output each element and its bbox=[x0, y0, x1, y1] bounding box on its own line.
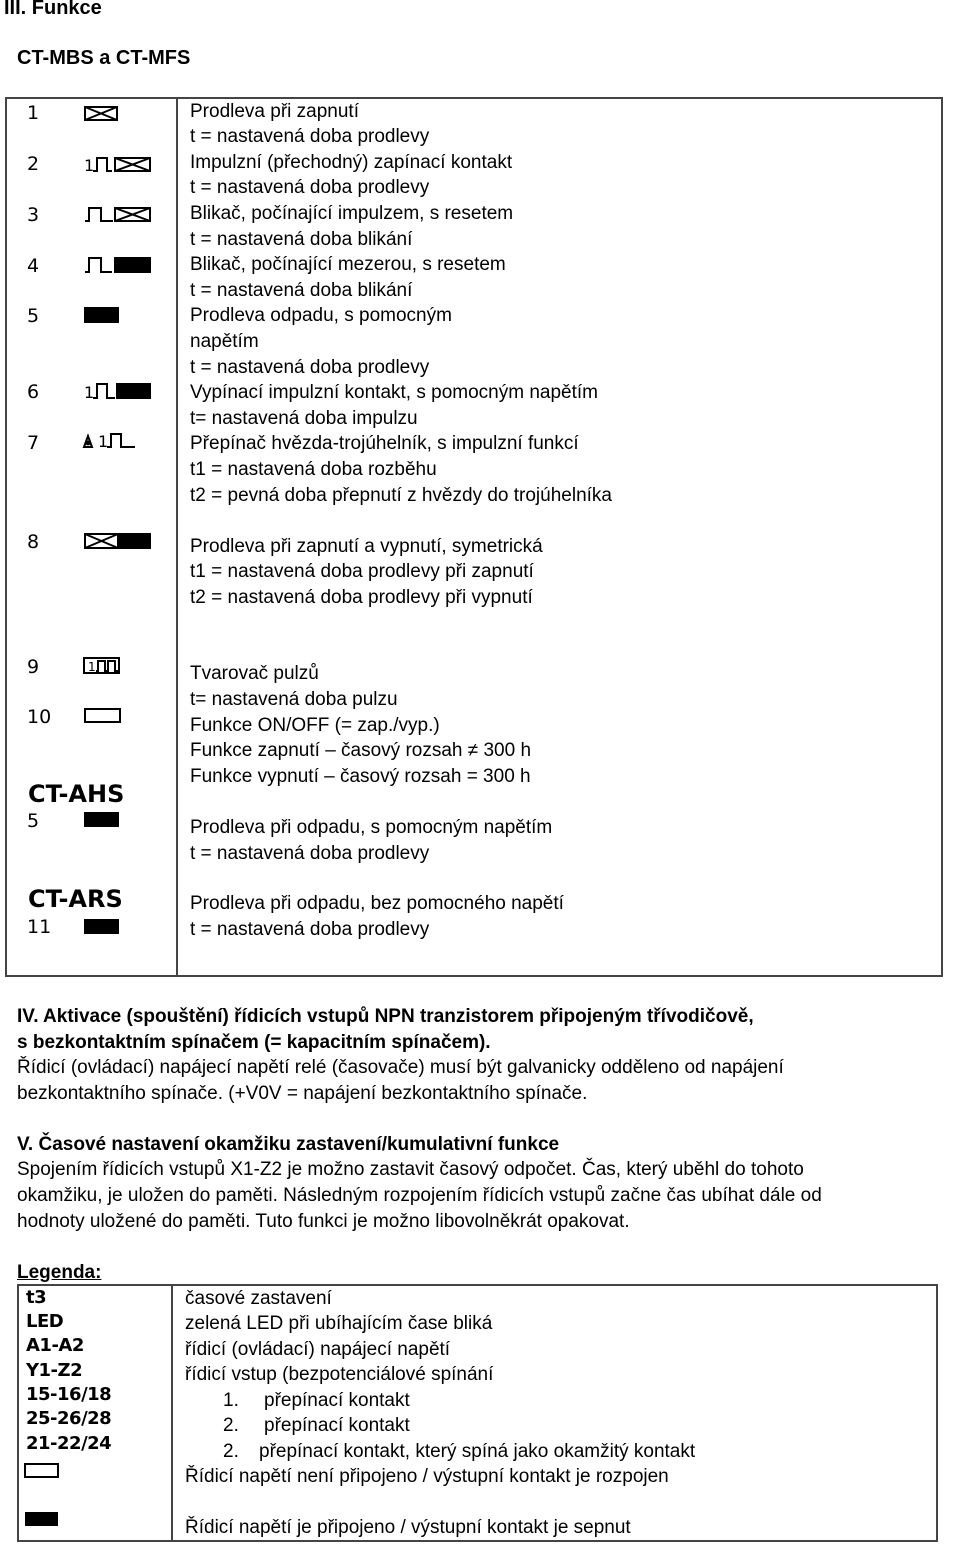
function-desc: t2 = pevná doba přepnutí z hvězdy do trojúhelníka bbox=[190, 485, 612, 506]
legend-title: Legenda: bbox=[17, 1262, 102, 1283]
empty-box-icon bbox=[25, 1464, 58, 1477]
legend-item: řídicí (ovládací) napájecí napětí bbox=[185, 1339, 451, 1360]
function-desc: Prodleva při odpadu, bez pomocného napětí bbox=[190, 893, 564, 914]
legend-symbols bbox=[24, 1460, 64, 1530]
function-desc: napětím bbox=[190, 331, 259, 352]
section4-heading: IV. Aktivace (spouštění) řídicích vstupů NPN tranzistorem připojeným třívodičově, bbox=[17, 1006, 754, 1027]
legend-item: zelená LED při ubíhajícím čase bliká bbox=[185, 1313, 493, 1334]
svg-text:1: 1 bbox=[84, 156, 95, 175]
legend-item: časové zastavení bbox=[185, 1288, 332, 1309]
function-desc: Přepínač hvězda-trojúhelník, s impulzní funkcí bbox=[190, 433, 579, 454]
section-title: III. Funkce bbox=[4, 0, 102, 19]
legend-item-number: 2. bbox=[223, 1415, 239, 1436]
function-desc: t = nastavená doba prodlevy bbox=[190, 357, 430, 378]
symmetric-delay-icon bbox=[85, 534, 150, 548]
function-desc: t = nastavená doba blikání bbox=[190, 280, 413, 301]
function-code: 2 bbox=[27, 153, 40, 175]
functions-table-divider bbox=[176, 97, 178, 977]
pulse-shaper-icon bbox=[84, 658, 119, 674]
function-desc: Tvarovač pulzů bbox=[190, 663, 319, 684]
section4-body: Řídicí (ovládací) napájecí napětí relé (časovače) musí být galvanicky odděleno od napájení bbox=[17, 1057, 784, 1078]
filled-block-icon bbox=[85, 920, 118, 933]
legend-item: přepínací kontakt, který spíná jako okamžitý kontakt bbox=[259, 1441, 696, 1462]
legend-code: A1-A2 bbox=[26, 1335, 84, 1356]
legend-code: t3 bbox=[26, 1287, 47, 1308]
function-desc: t= nastavená doba pulzu bbox=[190, 689, 398, 710]
function-desc: t = nastavená doba blikání bbox=[190, 229, 413, 250]
function-desc: t= nastavená doba impulzu bbox=[190, 408, 418, 429]
flasher-pulse-icon bbox=[85, 208, 150, 221]
function-desc: Prodleva při odpadu, s pomocným napětím bbox=[190, 817, 553, 838]
legend-item: přepínací kontakt bbox=[264, 1390, 410, 1411]
function-code: 3 bbox=[27, 204, 40, 226]
legend-code: 15-16/18 bbox=[26, 1384, 112, 1405]
function-code: 7 bbox=[27, 432, 40, 454]
function-code: 5 bbox=[27, 305, 40, 327]
flasher-gap-icon bbox=[85, 258, 150, 272]
function-desc: t = nastavená doba prodlevy bbox=[190, 843, 430, 864]
function-symbols bbox=[60, 100, 160, 950]
legend-code: 21-22/24 bbox=[26, 1433, 112, 1454]
function-desc: t = nastavená doba prodlevy bbox=[190, 919, 430, 940]
legend-item: Řídicí napětí není připojeno / výstupní kontakt je rozpojen bbox=[185, 1466, 669, 1487]
function-code: 9 bbox=[27, 656, 40, 678]
group-label-ct-ahs: CT-AHS bbox=[28, 780, 125, 808]
function-desc: Blikač, počínající mezerou, s resetem bbox=[190, 254, 506, 275]
filled-block-icon bbox=[85, 308, 118, 322]
section-subtitle: CT-MBS a CT-MFS bbox=[17, 47, 191, 69]
function-code: 5 bbox=[27, 810, 40, 832]
legend-item-number: 2. bbox=[223, 1441, 239, 1462]
group-label-ct-ars: CT-ARS bbox=[28, 885, 123, 913]
pulse-delay-icon bbox=[84, 156, 150, 175]
function-desc: Impulzní (přechodný) zapínací kontakt bbox=[190, 152, 513, 173]
filled-block-icon bbox=[25, 1512, 58, 1526]
legend-item: Řídicí napětí je připojeno / výstupní kontakt je sepnut bbox=[185, 1517, 631, 1538]
function-desc: t1 = nastavená doba rozběhu bbox=[190, 459, 437, 480]
function-desc: Prodleva odpadu, s pomocným bbox=[190, 305, 452, 326]
function-desc: Prodleva při zapnutí a vypnutí, symetrická bbox=[190, 536, 543, 557]
function-code: 10 bbox=[27, 706, 52, 728]
legend-code: Y1-Z2 bbox=[26, 1360, 83, 1381]
section5-body: hodnoty uložené do paměti. Tuto funkci je možno libovolněkrát opakovat. bbox=[17, 1211, 630, 1232]
function-desc: t1 = nastavená doba prodlevy při zapnutí bbox=[190, 561, 534, 582]
function-code: 6 bbox=[27, 381, 40, 403]
svg-text:1: 1 bbox=[88, 660, 96, 674]
function-desc: Funkce ON/OFF (= zap./vyp.) bbox=[190, 715, 440, 736]
delay-box-icon bbox=[85, 107, 117, 120]
section4-heading: s bezkontaktním spínačem (= kapacitním spínačem). bbox=[17, 1032, 491, 1053]
legend-item-number: 1. bbox=[223, 1390, 239, 1411]
star-delta-icon bbox=[84, 432, 135, 451]
function-desc: Funkce zapnutí – časový rozsah ≠ 300 h bbox=[190, 740, 532, 761]
function-code: 1 bbox=[27, 102, 40, 124]
svg-text:1: 1 bbox=[98, 432, 109, 451]
function-desc: Funkce vypnutí – časový rozsah = 300 h bbox=[190, 766, 531, 787]
function-desc: Blikač, počínající impulzem, s resetem bbox=[190, 203, 514, 224]
legend-code: 25-26/28 bbox=[26, 1408, 112, 1429]
function-desc: t = nastavená doba prodlevy bbox=[190, 177, 430, 198]
off-pulse-icon bbox=[84, 383, 150, 402]
section5-heading: V. Časové nastavení okamžiku zastavení/kumulativní funkce bbox=[17, 1134, 560, 1155]
section4-body: bezkontaktního spínače. (+V0V = napájení bezkontaktního spínače. bbox=[17, 1083, 588, 1104]
function-code: 8 bbox=[27, 531, 40, 553]
function-code: 11 bbox=[27, 916, 52, 938]
section5-body: Spojením řídicích vstupů X1-Z2 je možno zastavit časový odpočet. Čas, který uběhl do tohoto bbox=[17, 1159, 804, 1180]
legend-item: přepínací kontakt bbox=[264, 1415, 410, 1436]
function-desc: Prodleva při zapnutí bbox=[190, 101, 359, 122]
function-desc: t2 = nastavená doba prodlevy při vypnutí bbox=[190, 587, 533, 608]
function-desc: Vypínací impulzní kontakt, s pomocným napětím bbox=[190, 382, 598, 403]
legend-item: řídicí vstup (bezpotenciálové spínání bbox=[185, 1364, 494, 1385]
function-desc: t = nastavená doba prodlevy bbox=[190, 126, 430, 147]
filled-block-icon bbox=[85, 813, 118, 826]
svg-text:1: 1 bbox=[84, 383, 95, 402]
on-off-icon bbox=[85, 709, 120, 722]
legend-table-divider bbox=[171, 1284, 173, 1542]
legend-code: LED bbox=[26, 1311, 64, 1332]
section5-body: okamžiku, je uložen do paměti. Následným rozpojením řídicích vstupů začne čas ubíhat dále od bbox=[17, 1185, 822, 1206]
function-code: 4 bbox=[27, 255, 40, 277]
